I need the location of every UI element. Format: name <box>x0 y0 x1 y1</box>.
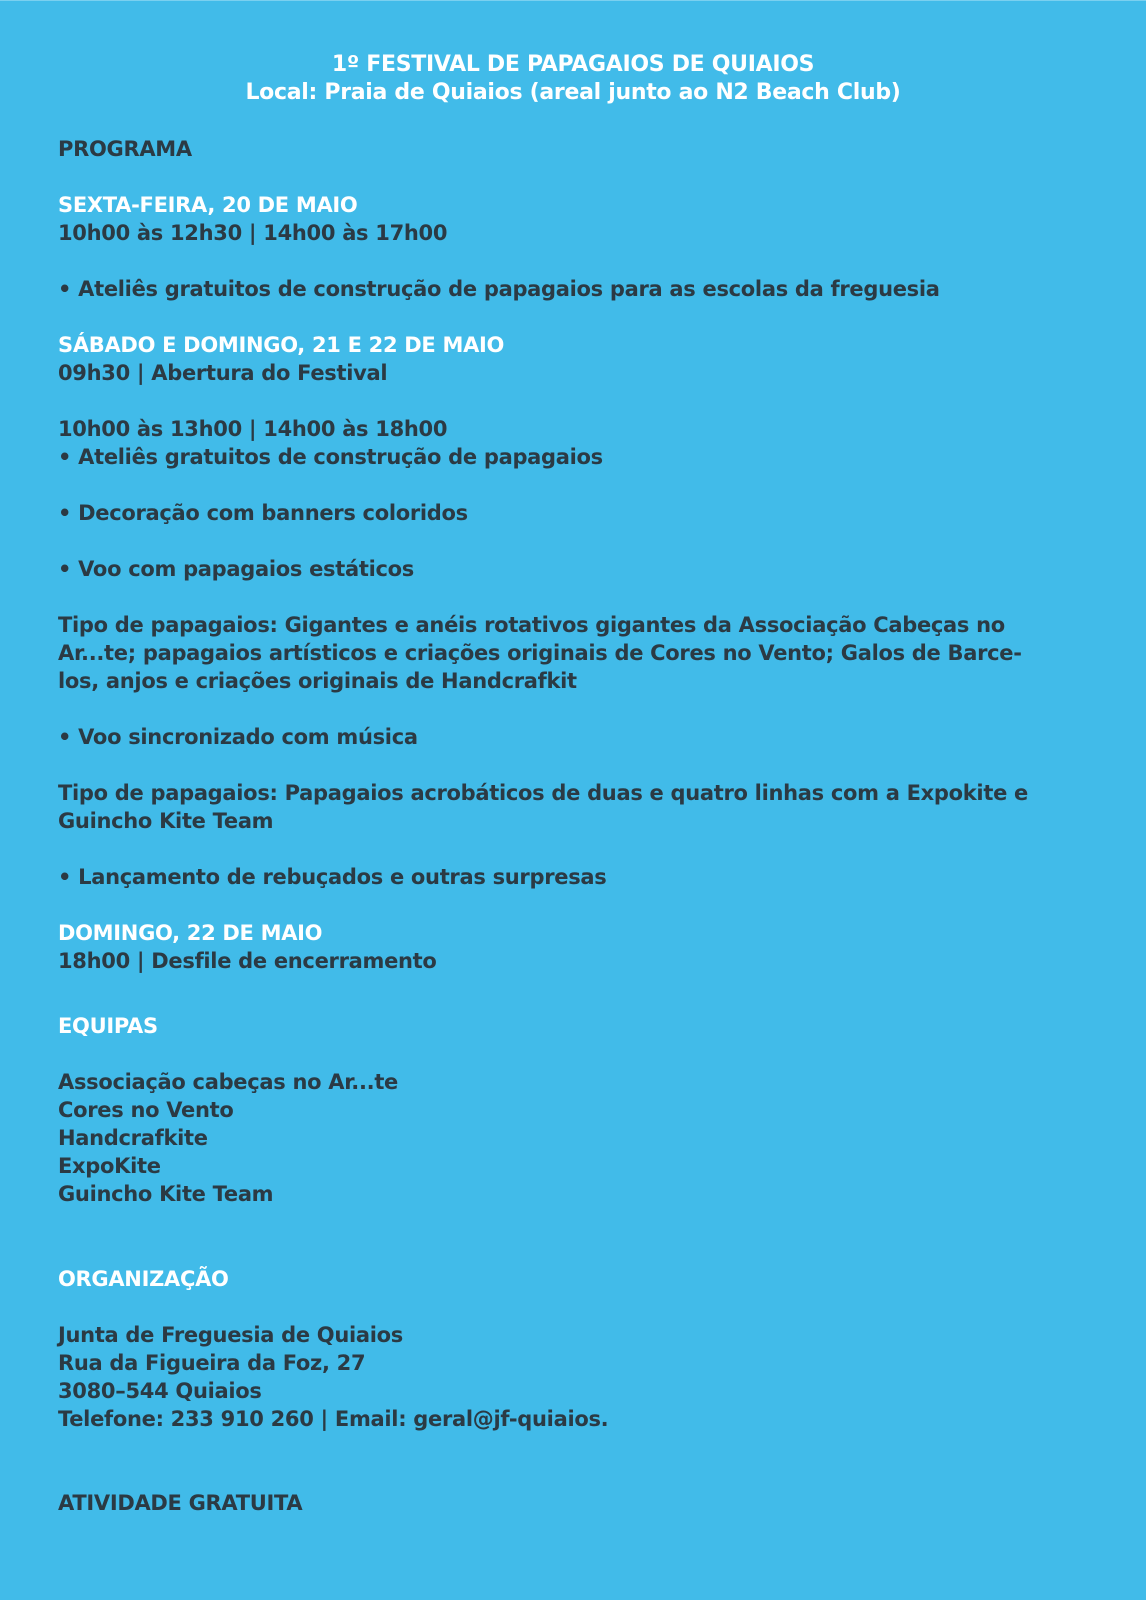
programa-heading: PROGRAMA <box>58 137 192 161</box>
kite-types-2-line-1: Tipo de papagaios: Papagaios acrobáticos de duas e quatro linhas com a Expokite e <box>58 781 1028 805</box>
friday-times: 10h00 às 12h30 | 14h00 às 17h00 <box>58 221 448 245</box>
organizer-address: Rua da Figueira da Foz, 27 <box>58 1351 366 1375</box>
weekend-heading: SÁBADO E DOMINGO, 21 E 22 DE MAIO <box>58 333 505 357</box>
festival-location: Local: Praia de Quiaios (areal junto ao N2 Beach Club) <box>245 80 901 105</box>
organizacao-heading: ORGANIZAÇÃO <box>58 1267 229 1291</box>
weekend-item-static-kites: • Voo com papagaios estáticos <box>58 557 414 581</box>
friday-item: • Ateliês gratuitos de construção de papagaios para as escolas da freguesia <box>58 277 940 301</box>
kite-types-1-line-2: Ar...te; papagaios artísticos e criações originais de Cores no Vento; Galos de Barce- <box>58 641 1022 665</box>
organizer-postal: 3080–544 Quiaios <box>58 1379 262 1403</box>
equipas-heading: EQUIPAS <box>58 1014 158 1038</box>
weekend-item-banners: • Decoração com banners coloridos <box>58 501 468 525</box>
free-activity-note: ATIVIDADE GRATUITA <box>58 1491 303 1515</box>
weekend-item-music-flight: • Voo sincronizado com música <box>58 725 418 749</box>
kite-types-1-line-3: los, anjos e criações originais de Handcrafkit <box>58 669 577 693</box>
weekend-times: 10h00 às 13h00 | 14h00 às 18h00 <box>58 417 448 441</box>
weekend-item-candy: • Lançamento de rebuçados e outras surpresas <box>58 865 607 889</box>
festival-title: 1º FESTIVAL DE PAPAGAIOS DE QUIAIOS <box>331 52 815 77</box>
team-item: Associação cabeças no Ar...te <box>58 1070 398 1094</box>
sunday-heading: DOMINGO, 22 DE MAIO <box>58 921 323 945</box>
weekend-item-workshops: • Ateliês gratuitos de construção de papagaios <box>58 445 603 469</box>
sunday-closing: 18h00 | Desfile de encerramento <box>58 949 437 973</box>
friday-heading: SEXTA-FEIRA, 20 DE MAIO <box>58 193 358 217</box>
team-item: Guincho Kite Team <box>58 1182 274 1206</box>
weekend-opening: 09h30 | Abertura do Festival <box>58 361 388 385</box>
kite-types-1-line-1: Tipo de papagaios: Gigantes e anéis rotativos gigantes da Associação Cabeças no <box>58 613 1005 637</box>
organizer-name: Junta de Freguesia de Quiaios <box>58 1323 404 1347</box>
team-item: ExpoKite <box>58 1154 161 1178</box>
kite-types-2-line-2: Guincho Kite Team <box>58 809 274 833</box>
team-item: Handcrafkite <box>58 1126 208 1150</box>
organizer-contact: Telefone: 233 910 260 | Email: geral@jf-quiaios. <box>58 1407 609 1431</box>
team-item: Cores no Vento <box>58 1098 234 1122</box>
